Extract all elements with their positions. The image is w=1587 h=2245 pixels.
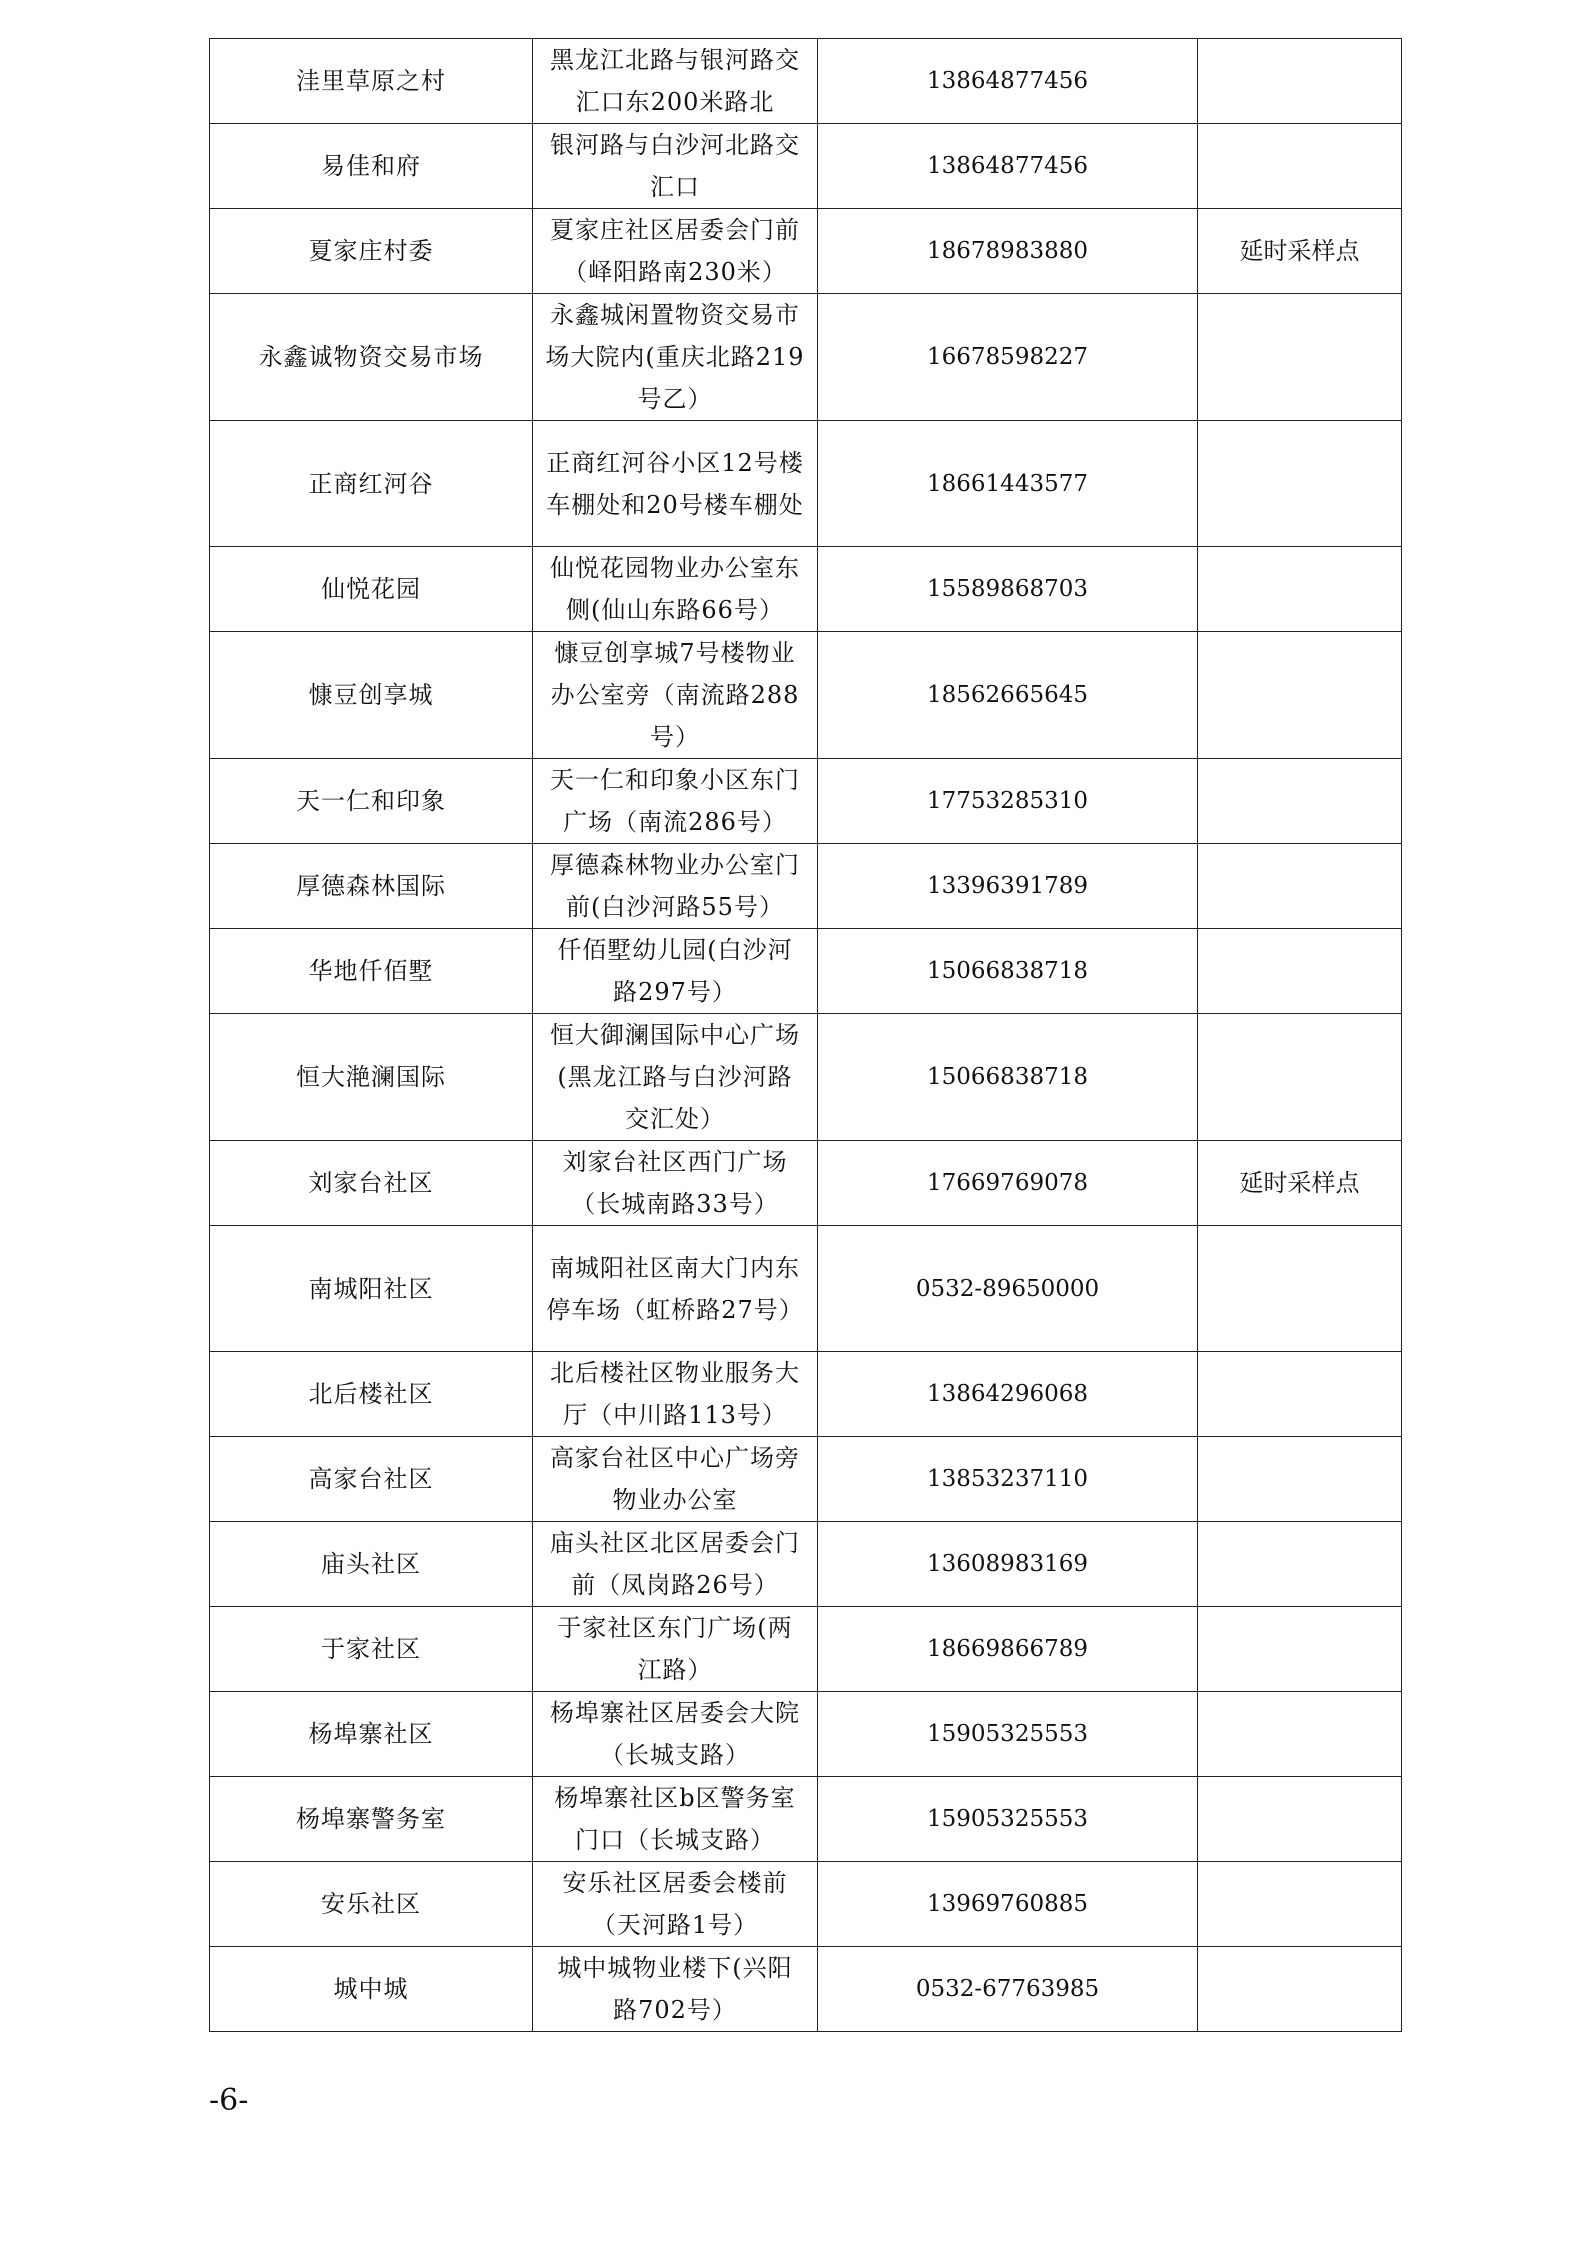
- site-phone-cell: 18661443577: [818, 421, 1198, 547]
- site-name-cell: 杨埠寨警务室: [210, 1777, 533, 1862]
- site-phone-cell: 13864877456: [818, 39, 1198, 124]
- site-name-cell: 安乐社区: [210, 1862, 533, 1947]
- site-phone-cell: 13864877456: [818, 124, 1198, 209]
- site-phone-cell: 15589868703: [818, 547, 1198, 632]
- site-name-cell: 于家社区: [210, 1607, 533, 1692]
- site-address-cell: 天一仁和印象小区东门广场（南流286号）: [533, 759, 818, 844]
- table-row: [210, 39, 1402, 124]
- site-phone-cell: 17669769078: [818, 1141, 1198, 1226]
- site-phone-cell: 13969760885: [818, 1862, 1198, 1947]
- site-name-cell: 高家台社区: [210, 1437, 533, 1522]
- site-note-cell: [1198, 294, 1402, 421]
- site-address-cell: 城中城物业楼下(兴阳路702号）: [533, 1947, 818, 2032]
- site-note-cell: [1198, 1692, 1402, 1777]
- site-name-cell: 永鑫诚物资交易市场: [210, 294, 533, 421]
- sampling-sites-table: [209, 38, 1402, 2032]
- site-address-cell: 恒大御澜国际中心广场(黑龙江路与白沙河路交汇处）: [533, 1014, 818, 1141]
- site-note-cell: [1198, 421, 1402, 547]
- site-note-cell: [1198, 844, 1402, 929]
- site-phone-cell: 18669866789: [818, 1607, 1198, 1692]
- site-address-cell: 夏家庄社区居委会门前（峄阳路南230米）: [533, 209, 818, 294]
- site-name-cell: 南城阳社区: [210, 1226, 533, 1352]
- site-note-cell: [1198, 124, 1402, 209]
- site-note-cell: [1198, 1226, 1402, 1352]
- table-row: [210, 294, 1402, 421]
- site-note-cell: [1198, 547, 1402, 632]
- table-row: [210, 1862, 1402, 1947]
- site-note-cell: [1198, 929, 1402, 1014]
- site-phone-cell: 18678983880: [818, 209, 1198, 294]
- site-note-cell: [1198, 759, 1402, 844]
- site-note-cell: [1198, 1522, 1402, 1607]
- site-address-cell: 庙头社区北区居委会门前（凤岗路26号）: [533, 1522, 818, 1607]
- site-address-cell: 仟佰墅幼儿园(白沙河路297号）: [533, 929, 818, 1014]
- site-address-cell: 永鑫城闲置物资交易市场大院内(重庆北路219号乙）: [533, 294, 818, 421]
- site-address-cell: 慷豆创享城7号楼物业办公室旁（南流路288号）: [533, 632, 818, 759]
- site-phone-cell: 15905325553: [818, 1777, 1198, 1862]
- site-name-cell: 正商红河谷: [210, 421, 533, 547]
- site-note-cell: [1198, 39, 1402, 124]
- site-address-cell: 厚德森林物业办公室门前(白沙河路55号）: [533, 844, 818, 929]
- site-note-cell: [1198, 1014, 1402, 1141]
- site-name-cell: 北后楼社区: [210, 1352, 533, 1437]
- table-row: [210, 209, 1402, 294]
- site-phone-cell: 17753285310: [818, 759, 1198, 844]
- table-row: [210, 844, 1402, 929]
- site-note-cell: [1198, 1862, 1402, 1947]
- site-phone-cell: 16678598227: [818, 294, 1198, 421]
- site-address-cell: 高家台社区中心广场旁物业办公室: [533, 1437, 818, 1522]
- table-row: [210, 547, 1402, 632]
- table-row: [210, 1014, 1402, 1141]
- site-note-cell: [1198, 632, 1402, 759]
- site-name-cell: 易佳和府: [210, 124, 533, 209]
- table-row: [210, 1692, 1402, 1777]
- site-note-cell: 延时采样点: [1198, 209, 1402, 294]
- site-name-cell: 慷豆创享城: [210, 632, 533, 759]
- site-phone-cell: 13853237110: [818, 1437, 1198, 1522]
- table-row: [210, 759, 1402, 844]
- site-phone-cell: 0532-67763985: [818, 1947, 1198, 2032]
- site-address-cell: 北后楼社区物业服务大厅（中川路113号）: [533, 1352, 818, 1437]
- table-row: [210, 929, 1402, 1014]
- site-name-cell: 庙头社区: [210, 1522, 533, 1607]
- site-address-cell: 仙悦花园物业办公室东侧(仙山东路66号）: [533, 547, 818, 632]
- site-phone-cell: 15066838718: [818, 1014, 1198, 1141]
- table-row: [210, 1352, 1402, 1437]
- site-address-cell: 黑龙江北路与银河路交汇口东200米路北: [533, 39, 818, 124]
- table-row: [210, 421, 1402, 547]
- site-note-cell: [1198, 1777, 1402, 1862]
- site-name-cell: 仙悦花园: [210, 547, 533, 632]
- site-name-cell: 洼里草原之村: [210, 39, 533, 124]
- site-note-cell: [1198, 1947, 1402, 2032]
- table-body: [210, 39, 1402, 2032]
- site-phone-cell: 15905325553: [818, 1692, 1198, 1777]
- page-number: -6-: [209, 2083, 249, 2118]
- site-address-cell: 银河路与白沙河北路交汇口: [533, 124, 818, 209]
- site-name-cell: 华地仟佰墅: [210, 929, 533, 1014]
- site-name-cell: 厚德森林国际: [210, 844, 533, 929]
- site-note-cell: 延时采样点: [1198, 1141, 1402, 1226]
- table-row: [210, 1141, 1402, 1226]
- table-row: [210, 124, 1402, 209]
- site-address-cell: 杨埠寨社区b区警务室门口（长城支路）: [533, 1777, 818, 1862]
- site-name-cell: 天一仁和印象: [210, 759, 533, 844]
- site-note-cell: [1198, 1437, 1402, 1522]
- table-row: [210, 1947, 1402, 2032]
- site-name-cell: 刘家台社区: [210, 1141, 533, 1226]
- site-address-cell: 安乐社区居委会楼前（天河路1号）: [533, 1862, 818, 1947]
- site-name-cell: 城中城: [210, 1947, 533, 2032]
- site-name-cell: 杨埠寨社区: [210, 1692, 533, 1777]
- site-address-cell: 杨埠寨社区居委会大院（长城支路）: [533, 1692, 818, 1777]
- site-phone-cell: 15066838718: [818, 929, 1198, 1014]
- site-address-cell: 南城阳社区南大门内东停车场（虹桥路27号）: [533, 1226, 818, 1352]
- site-phone-cell: 13396391789: [818, 844, 1198, 929]
- table-row: [210, 1607, 1402, 1692]
- table-row: [210, 1522, 1402, 1607]
- site-phone-cell: 13608983169: [818, 1522, 1198, 1607]
- table-row: [210, 1226, 1402, 1352]
- site-phone-cell: 18562665645: [818, 632, 1198, 759]
- site-note-cell: [1198, 1352, 1402, 1437]
- site-address-cell: 于家社区东门广场(两江路）: [533, 1607, 818, 1692]
- site-note-cell: [1198, 1607, 1402, 1692]
- table-row: [210, 1437, 1402, 1522]
- site-name-cell: 夏家庄村委: [210, 209, 533, 294]
- site-address-cell: 刘家台社区西门广场（长城南路33号）: [533, 1141, 818, 1226]
- table-row: [210, 1777, 1402, 1862]
- table-row: [210, 632, 1402, 759]
- site-name-cell: 恒大滟澜国际: [210, 1014, 533, 1141]
- site-phone-cell: 13864296068: [818, 1352, 1198, 1437]
- site-address-cell: 正商红河谷小区12号楼车棚处和20号楼车棚处: [533, 421, 818, 547]
- site-phone-cell: 0532-89650000: [818, 1226, 1198, 1352]
